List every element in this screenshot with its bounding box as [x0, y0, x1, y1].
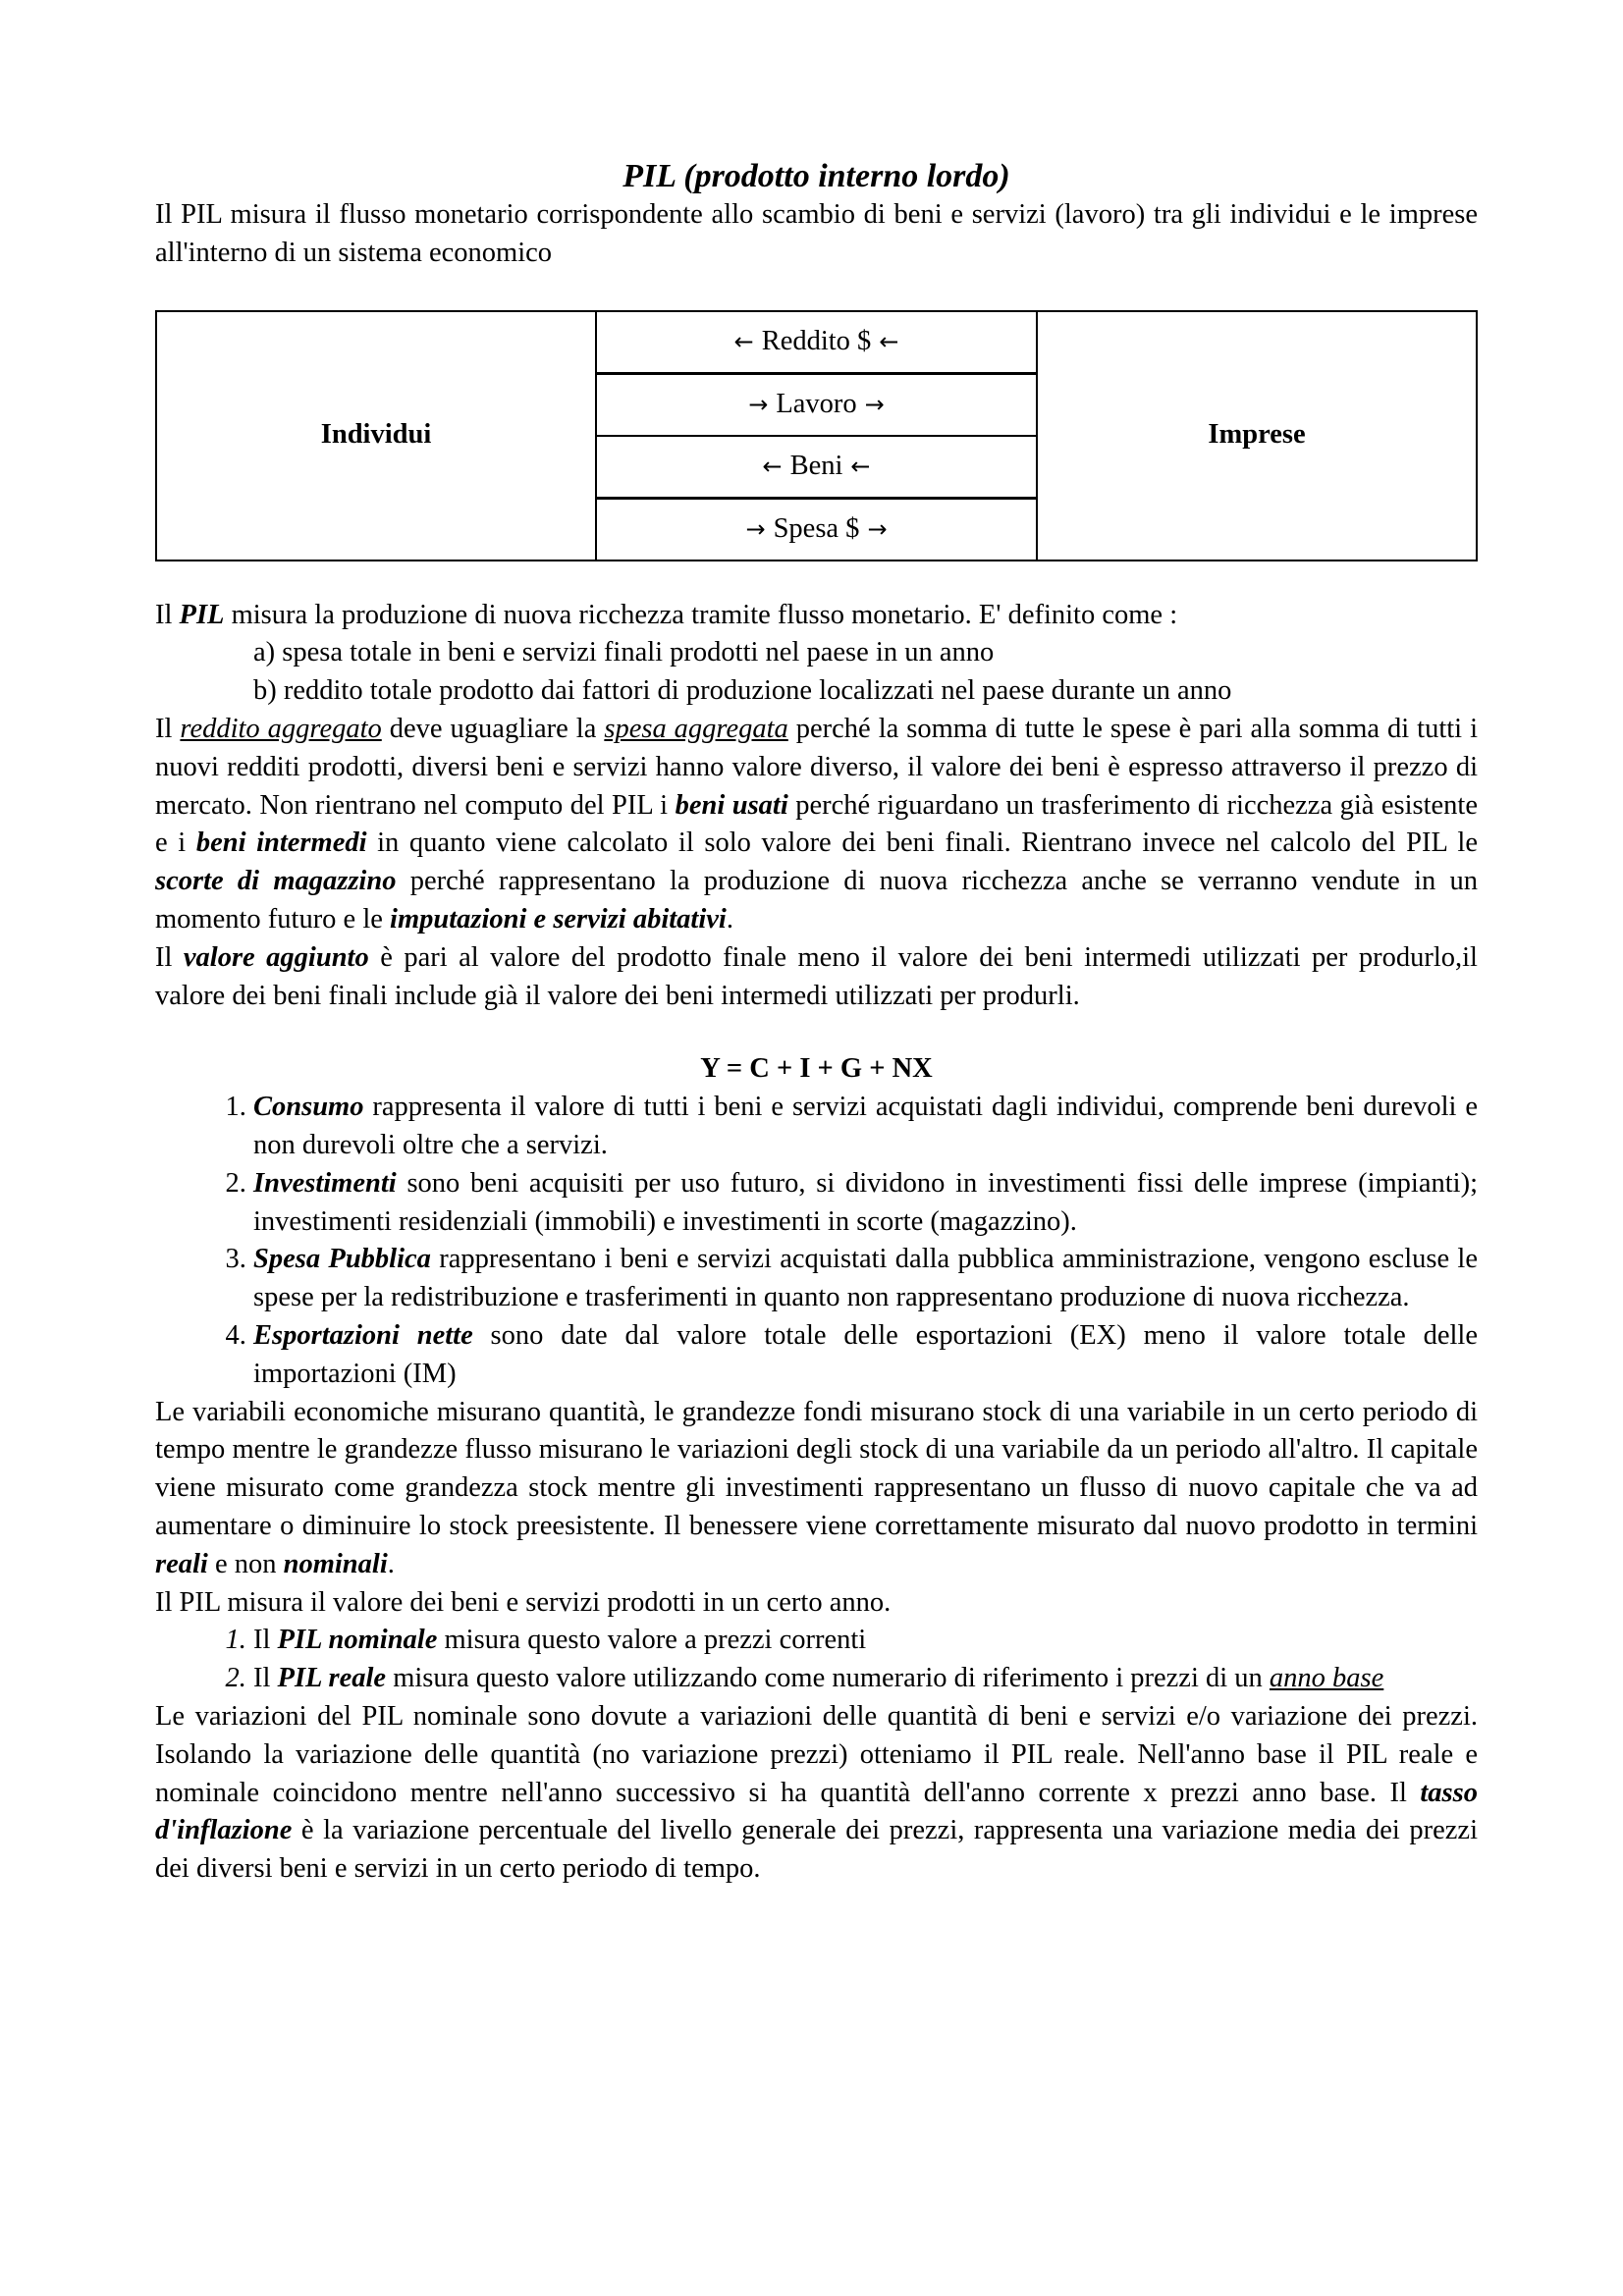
gdp-components-list [155, 1089, 1478, 1393]
bold-term: PIL reale [277, 1663, 387, 1694]
text-run: sono date dal valore totale delle esportazioni (EX) meno il valore totale delle importazioni (IM) [253, 1319, 1478, 1389]
bold-term: nominali [283, 1548, 388, 1579]
text-run: misura questo valore utilizzando come numerario di riferimento i prezzi di un [386, 1663, 1270, 1694]
gdp-formula: Y = C + I + G + NX [700, 1053, 933, 1085]
variazioni-paragraph [155, 1698, 1478, 1889]
document-page [155, 157, 1478, 1889]
text-run: misura questo valore a prezzi correnti [437, 1625, 867, 1656]
flow-cell-beni [596, 436, 1037, 499]
underlined-term: anno base [1269, 1663, 1384, 1694]
text-run: perché riguardano un trasferimento di ricchezza già esistente e i [155, 789, 1478, 859]
text-run: perché la somma di tutte le spese è pari alla somma di tutti i nuovi redditi prodotti, diversi beni e servizi hanno valore diverso, il valore dei beni è espresso attraverso il prezzo di mercato. Non rientrano nel computo del PIL i [155, 713, 1478, 821]
individui-cell: Individui [156, 311, 596, 561]
flow-cell-spesa [596, 498, 1037, 561]
flow-label: Lavoro [776, 388, 857, 419]
bold-term: Consumo [253, 1092, 364, 1123]
text-run: misura la produzione di nuova ricchezza tramite flusso monetario. E' definito come : [224, 599, 1178, 630]
variabili-paragraph [155, 1394, 1478, 1584]
flow-row [156, 311, 1477, 374]
bold-term: valore aggiunto [183, 941, 369, 973]
bold-term: Esportazioni nette [253, 1319, 473, 1351]
text-run: e non [207, 1548, 284, 1579]
valore-aggiunto-paragraph [155, 939, 1478, 1016]
bold-term: reali [155, 1548, 208, 1579]
bold-term: Investimenti [253, 1167, 397, 1199]
intro-paragraph: Il PIL misura il flusso monetario corrispondente allo scambio di beni e servizi (lavoro) tra gli individui e le imprese all'interno di un sistema economico [155, 199, 1478, 268]
list-item-esportazioni-nette [253, 1317, 1478, 1394]
list-item-pil-reale [253, 1660, 1478, 1698]
arrow-left-icon: ← [879, 327, 899, 355]
arrow-left-icon: ← [850, 452, 871, 480]
bold-term-pil: PIL [179, 599, 225, 630]
text-run: Il [155, 941, 184, 973]
list-item-investimenti [253, 1165, 1478, 1242]
text-run: . [387, 1548, 395, 1579]
text-run: è pari al valore del prodotto finale meno il valore dei beni intermedi utilizzati per produrlo,il valore dei beni finali include già il valore dei beni intermedi utilizzati per produrli. [155, 941, 1478, 1011]
bold-term: scorte di magazzino [155, 866, 397, 897]
imprese-cell: Imprese [1037, 311, 1477, 561]
bold-term: imputazioni e servizi abitativi [390, 903, 727, 934]
bold-term: PIL nominale [277, 1625, 438, 1656]
arrow-right-icon: → [745, 514, 766, 543]
text-run: in quanto viene calcolato il solo valore dei beni finali. Rientrano invece nel calcolo del PIL le [366, 828, 1478, 859]
text-run: rappresenta il valore di tutti i beni e servizi acquistati dagli individui, comprende beni durevoli e non durevoli oltre che a servizi. [253, 1092, 1478, 1160]
page-title: PIL (prodotto interno lordo) [622, 158, 1010, 194]
list-item-spesa-pubblica [253, 1241, 1478, 1317]
bold-term: beni intermedi [195, 828, 367, 859]
text-run: perché rappresentano la produzione di nuova ricchezza anche se verranno vendute in un momento futuro e le [155, 866, 1479, 934]
underlined-term: spesa aggregata [604, 713, 788, 744]
text-run: Il [155, 713, 181, 744]
aggregato-paragraph [155, 711, 1478, 939]
flow-label: Reddito $ [761, 325, 872, 356]
underlined-term: reddito aggregato [180, 713, 382, 744]
arrow-left-icon: ← [762, 452, 783, 480]
pil-anno-paragraph: Il PIL misura il valore dei beni e servizi prodotti in un certo anno. [155, 1586, 892, 1618]
text-run: è la variazione percentuale del livello generale dei prezzi, rappresenta una variazione media dei prezzi dei diversi beni e servizi in un certo periodo di tempo. [155, 1815, 1478, 1885]
text-run: Il [253, 1625, 278, 1656]
definition-paragraph [155, 597, 1478, 635]
arrow-right-icon: → [864, 390, 885, 418]
text-run: rappresentano i beni e servizi acquistati dalla pubblica amministrazione, vengono escluse le spese per la redistribuzione e trasferimenti in quanto non rappresentano produzione di nuova ricchezza. [253, 1244, 1478, 1313]
definition-item-b: b) reddito totale prodotto dai fattori di produzione localizzati nel paese durante un anno [253, 675, 1232, 707]
text-run: Il [253, 1663, 278, 1694]
arrow-right-icon: → [867, 514, 888, 543]
list-item-pil-nominale [253, 1622, 1478, 1660]
arrow-left-icon: ← [733, 327, 754, 355]
bold-term: beni usati [675, 789, 788, 821]
arrow-right-icon: → [748, 390, 769, 418]
flow-label: Spesa $ [773, 512, 860, 544]
flow-cell-lavoro [596, 373, 1037, 436]
flow-cell-reddito [596, 311, 1037, 374]
text-run: . [726, 903, 733, 934]
flow-diagram-table [155, 310, 1478, 561]
text-run: sono beni acquisiti per uso futuro, si dividono in investimenti fissi delle imprese (impianti); investimenti residenziali (immobili) e investimenti in scorte (magazzino). [253, 1167, 1478, 1237]
definition-item-a: a) spesa totale in beni e servizi finali prodotti nel paese in un anno [253, 637, 995, 668]
text-run: Le variazioni del PIL nominale sono dovute a variazioni delle quantità di beni e servizi e/o variazione dei prezzi. Isolando la variazione delle quantità (no variazione prezzi) otteniamo il PIL reale. Nell'anno base il PIL reale e nominale coincidono mentre nell'anno successivo si ha quantità dell'anno corrente x prezzi anno base. Il [155, 1700, 1478, 1808]
bold-term: tasso d'inflazione [155, 1777, 1478, 1846]
pil-types-list [155, 1622, 1478, 1698]
flow-label: Beni [789, 450, 843, 481]
text-run: deve uguagliare la [381, 713, 605, 744]
bold-term: Spesa Pubblica [253, 1244, 431, 1275]
text-run: Il [155, 599, 180, 630]
text-run: Le variabili economiche misurano quantità, le grandezze fondi misurano stock di una variabile in un certo periodo di tempo mentre le grandezze flusso misurano le variazioni degli stock di una variabile da un periodo all'altro. Il capitale viene misurato come grandezza stock mentre gli investimenti rappresentano un flusso di nuovo capitale che va ad aumentare o diminuire lo stock preesistente. Il benessere viene correttamente misurato dal nuovo prodotto in termini [155, 1396, 1478, 1541]
list-item-consumo [253, 1089, 1478, 1165]
